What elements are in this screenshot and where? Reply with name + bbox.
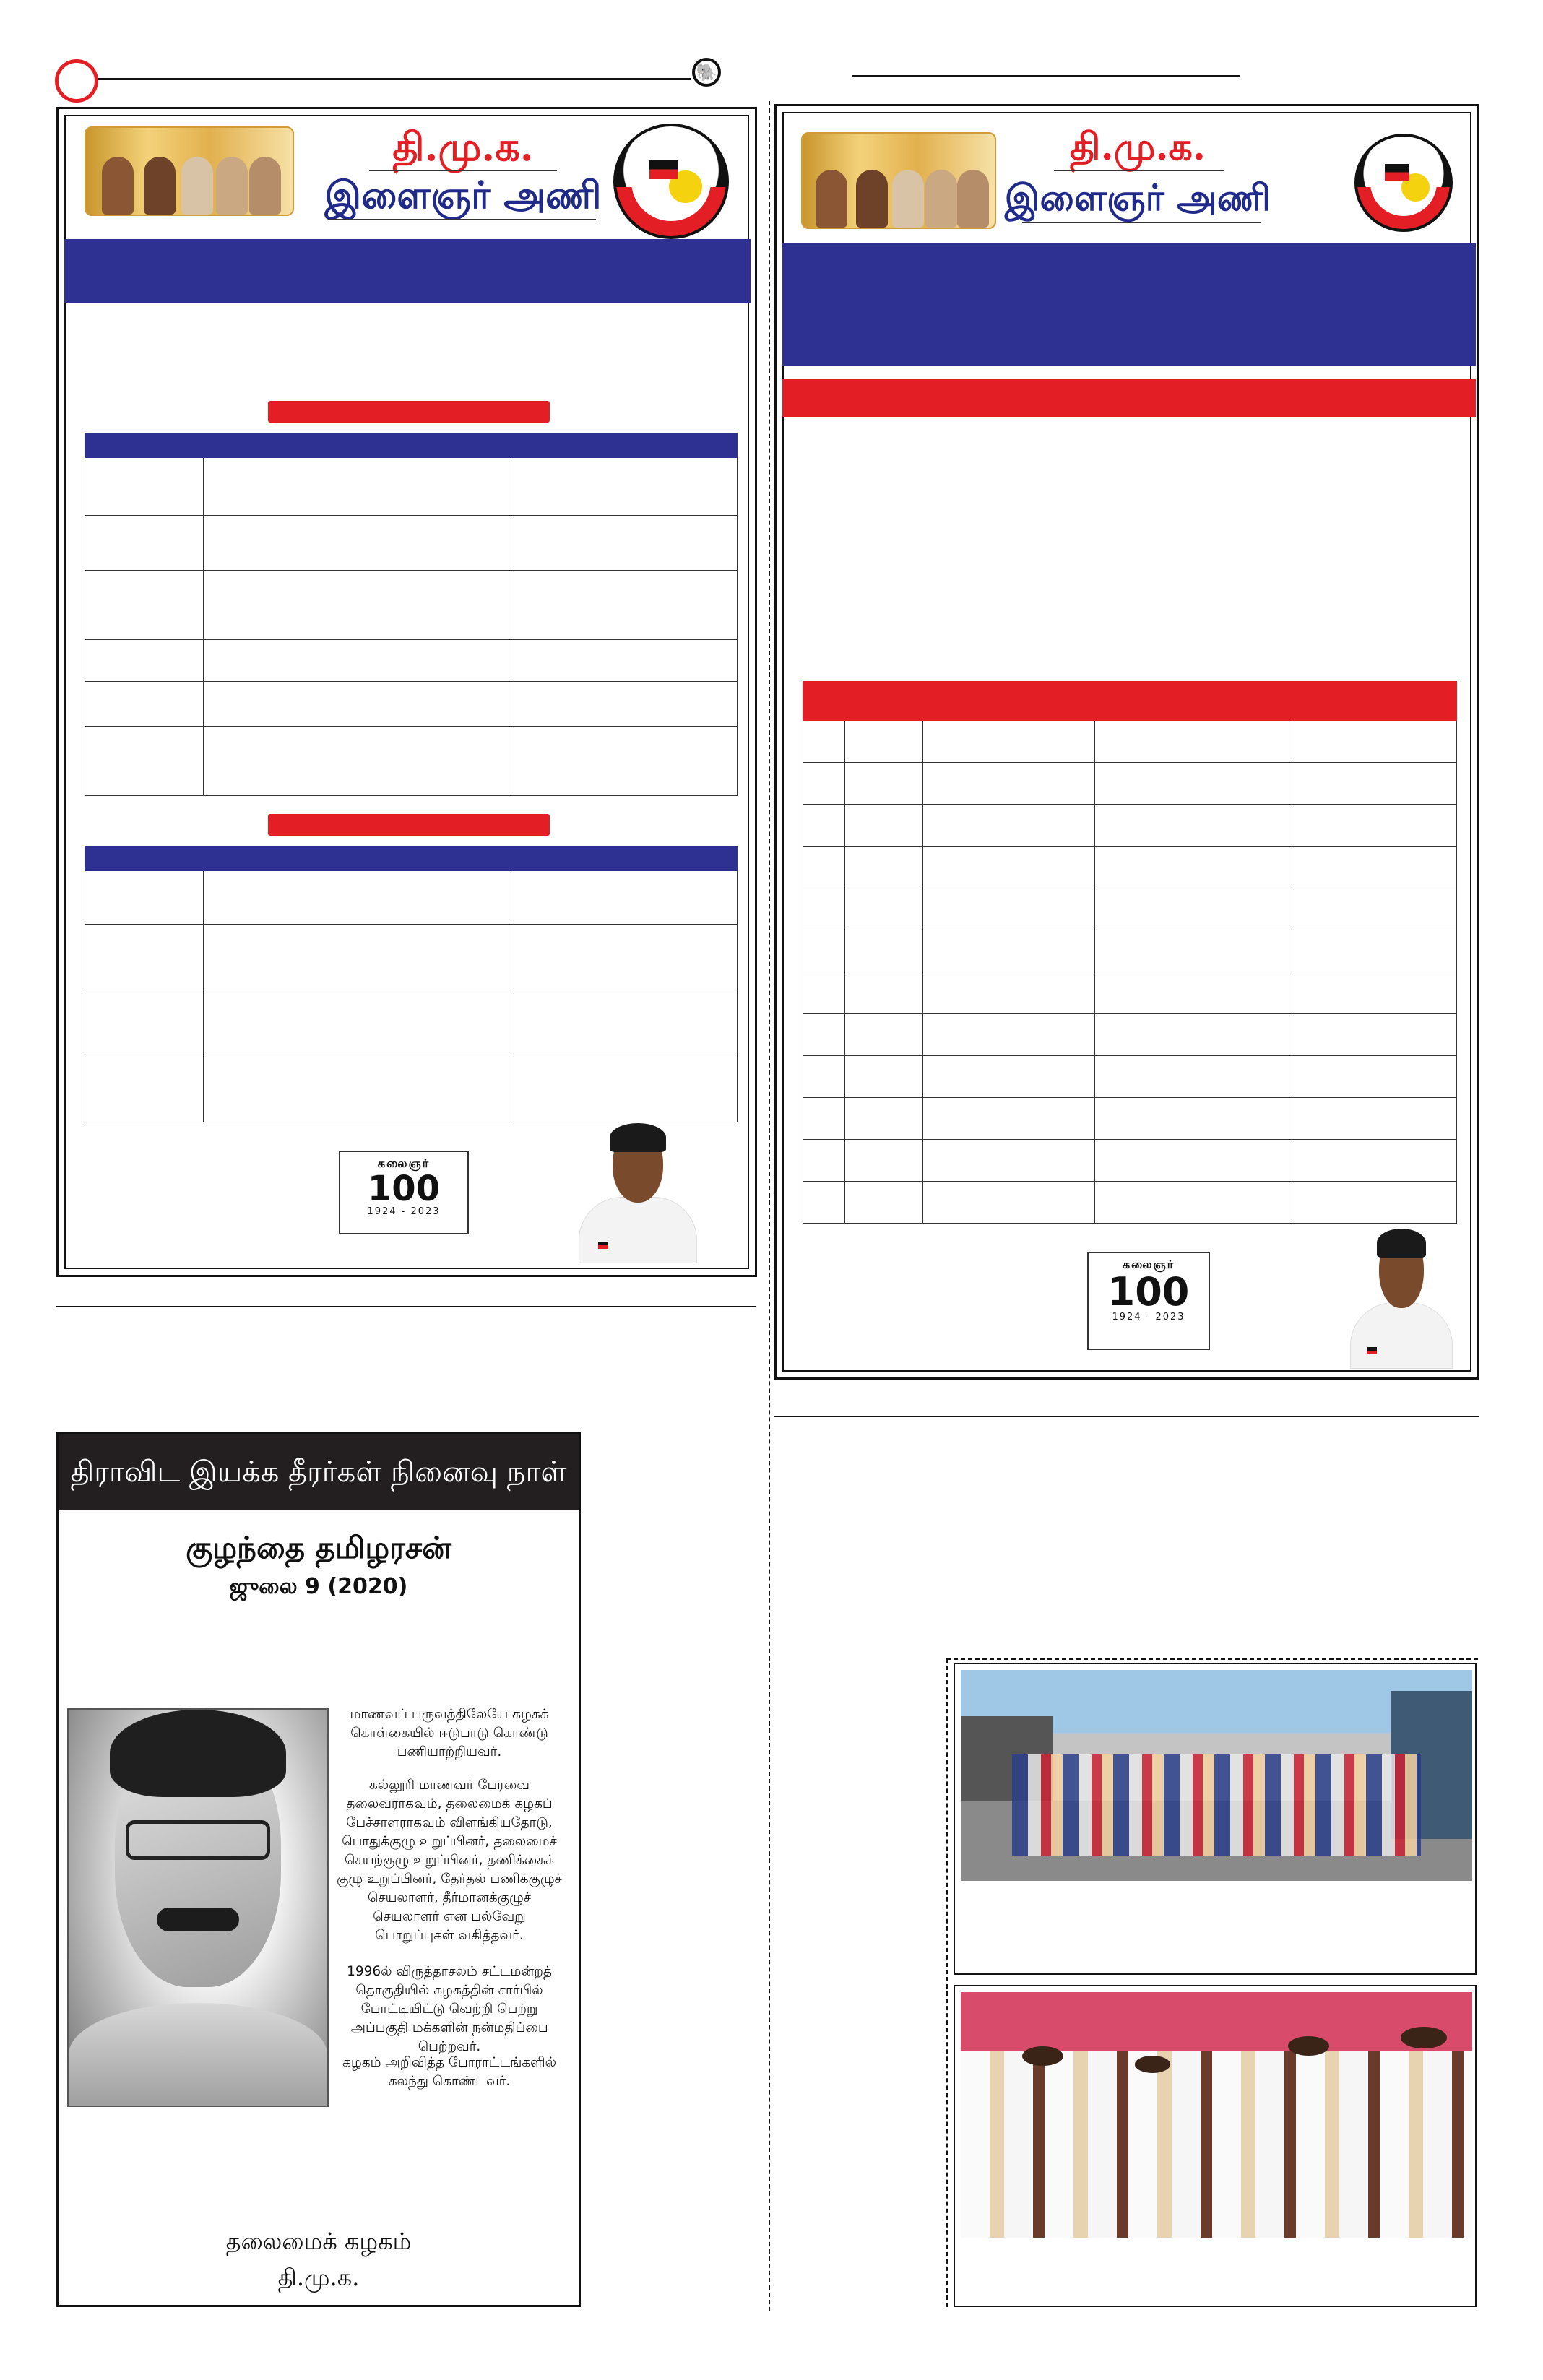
table-b <box>85 846 738 1122</box>
photo-box-2 <box>954 1985 1477 2307</box>
title-youth-wing-right: இளைஞர் அணி <box>1004 176 1271 219</box>
elephant-icon: 🐘 <box>692 58 721 87</box>
memorial-para-2: கல்லூரி மாணவர் பேரவை தலைவராகவும், தலைமைக் கழகப் பேச்சாளராகவும் விளங்கியதோடு, பொதுக்குழு உறுப்பினர், தலைமைச் செயற்குழு உறுப்பினர், தணிக்கைக் குழு உறுப்பினர், தேர்தல் பணிக்குழுச் செயலாளர், தீர்மானக்குழுச் செயலாளர் என பல்வேறு பொறுப்புகள் வகித்தவர். <box>337 1778 562 1943</box>
leaders-photo-right <box>801 132 996 229</box>
subheader-band-right <box>782 379 1476 417</box>
leaders-photo <box>85 126 294 216</box>
title-underline <box>369 170 557 171</box>
event-photo-wedding <box>961 1992 1472 2238</box>
memorial-para-3: 1996ல் விருத்தாசலம் சட்டமன்றத் தொகுதியில் கழகத்தின் சார்பில் போட்டியிட்டு வெற்றி பெற்று அப்பகுதி மக்களின் நன்மதிப்பை பெற்றவர். <box>347 1964 552 2054</box>
dmk-youth-emblem-icon-right <box>1354 134 1453 232</box>
youth-wing-panel-left <box>56 107 757 1277</box>
top-rule-right <box>852 75 1240 77</box>
memorial-notice <box>56 1432 581 2307</box>
memorial-para-4: கழகம் அறிவித்த போராட்டங்களில் கலந்து கொண்டவர். <box>342 2055 556 2089</box>
event-photo-inauguration <box>961 1670 1472 1881</box>
centenary-logo: கலைஞர் 100 1924 - 2023 <box>339 1151 469 1234</box>
section-label-b <box>268 814 550 836</box>
top-rule-left <box>98 78 691 80</box>
memorial-header: திராவிட இயக்க தீரர்கள் நினைவு நாள் <box>59 1434 579 1510</box>
table-a <box>85 433 738 796</box>
title-underline-2 <box>329 219 596 220</box>
memorial-portrait <box>67 1708 329 2107</box>
centenary-logo-right: கலைஞர் 100 1924 - 2023 <box>1087 1252 1210 1350</box>
memorial-footer-2: தி.மு.க. <box>277 2264 360 2291</box>
title-dmk-right: தி.மு.க. <box>1070 125 1206 169</box>
title-underline-right <box>1054 170 1224 171</box>
page-number-badge <box>55 59 98 103</box>
minister-portrait <box>567 1119 709 1263</box>
memorial-footer-1: தலைமைக் கழகம் <box>225 2228 412 2255</box>
column-divider <box>769 101 770 2311</box>
rule-left-below-panel <box>56 1306 756 1307</box>
table-c <box>803 681 1457 1224</box>
header-band-right <box>782 243 1476 366</box>
title-dmk: தி.மு.க. <box>392 124 534 170</box>
title-underline-right-2 <box>1022 222 1261 223</box>
memorial-name: குழந்தை தமிழரசன் <box>186 1530 451 1565</box>
youth-wing-panel-right <box>774 104 1479 1380</box>
rule-right-below-panel <box>774 1416 1479 1417</box>
memorial-date: ஜுலை 9 (2020) <box>229 1574 408 1599</box>
photo-section-left-rule <box>946 1658 948 2307</box>
memorial-para-1: மாணவப் பருவத்திலேயே கழகக் கொள்கையில் ஈடுபாடு கொண்டு பணியாற்றியவர். <box>350 1707 549 1760</box>
dmk-youth-emblem-icon <box>613 124 729 239</box>
header-band <box>64 239 751 303</box>
photo-box-1 <box>954 1663 1477 1975</box>
minister-portrait-right <box>1340 1224 1463 1369</box>
photo-section-top-rule <box>946 1658 1478 1660</box>
section-label-a <box>268 401 550 423</box>
title-youth-wing: இளைஞர் அணி <box>324 173 602 217</box>
